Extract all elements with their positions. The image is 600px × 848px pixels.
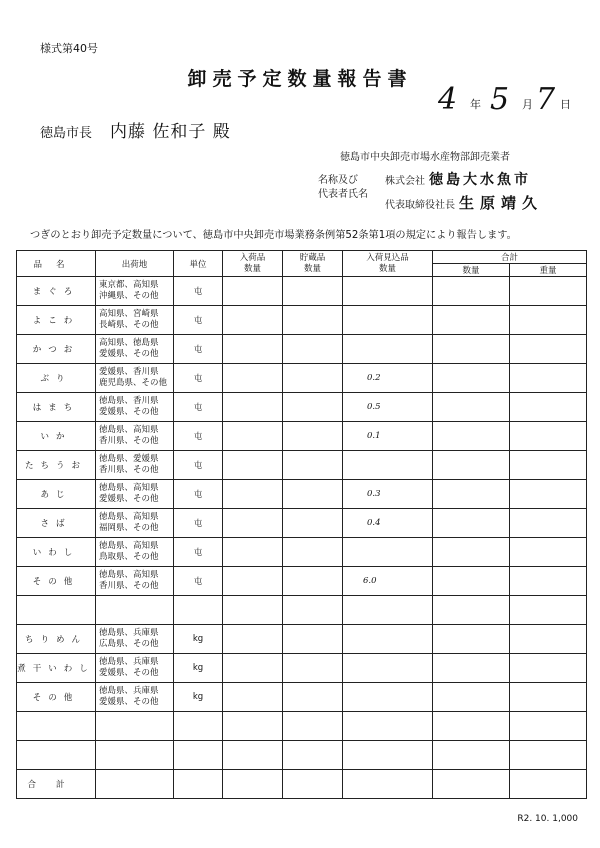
cell-stored xyxy=(283,538,343,567)
cell-arrival xyxy=(223,364,283,393)
date-year: 4 xyxy=(438,82,458,117)
date-day: 7 xyxy=(536,82,556,117)
cell-stored xyxy=(283,422,343,451)
cell-total-qty xyxy=(433,509,510,538)
cell-total-weight xyxy=(510,480,587,509)
addressee-label: 徳島市長 xyxy=(40,126,93,141)
cell-total-qty xyxy=(433,277,510,306)
cell-total-weight xyxy=(510,770,587,799)
cell-total-weight xyxy=(510,683,587,712)
cell-origin xyxy=(96,509,174,538)
cell-item: まぐろ xyxy=(17,277,96,306)
cell-total-weight xyxy=(510,596,587,625)
cell-total-weight xyxy=(510,741,587,770)
cell-total-qty xyxy=(433,364,510,393)
table-row xyxy=(17,712,587,741)
cell-expected xyxy=(343,538,433,567)
table-header xyxy=(17,251,587,264)
sender-organization: 徳島市中央卸売市場水産物部卸売業者 xyxy=(340,152,510,163)
cell-item: ぶり xyxy=(17,364,96,393)
cell-stored xyxy=(283,712,343,741)
header-origin: 出荷地 xyxy=(96,251,174,277)
header-stored-2: 数量 xyxy=(303,263,321,274)
header-item: 品名 xyxy=(17,251,96,277)
origin-line-1: 徳島県、兵庫県 xyxy=(99,628,159,638)
header-expected xyxy=(343,251,433,277)
cell-arrival xyxy=(223,335,283,364)
cell-origin xyxy=(96,741,174,770)
table-row xyxy=(17,422,587,451)
cell-total-qty xyxy=(433,480,510,509)
company-name: 徳島大水魚市 xyxy=(429,172,531,188)
table-row xyxy=(17,538,587,567)
cell-item: ちりめん xyxy=(17,625,96,654)
intro-text: つぎのとおり卸売予定数量について、徳島市中央卸売市場業務条例第52条第1項の規定により報告します。 xyxy=(30,230,517,241)
cell-stored xyxy=(283,335,343,364)
cell-expected xyxy=(343,306,433,335)
cell-arrival xyxy=(223,538,283,567)
cell-total-qty xyxy=(433,538,510,567)
cell-arrival xyxy=(223,306,283,335)
cell-origin xyxy=(96,451,174,480)
cell-total-weight xyxy=(510,335,587,364)
cell-unit: kg xyxy=(174,654,223,683)
origin-line-2: 愛媛県、その他 xyxy=(99,349,159,359)
cell-unit: kg xyxy=(174,625,223,654)
cell-total-qty xyxy=(433,770,510,799)
cell-stored xyxy=(283,741,343,770)
cell-origin xyxy=(96,335,174,364)
cell-unit: 屯 xyxy=(174,422,223,451)
cell-item: いか xyxy=(17,422,96,451)
header-stored-1: 貯蔵品 xyxy=(299,252,326,263)
cell-origin xyxy=(96,306,174,335)
header-unit: 単位 xyxy=(174,251,223,277)
cell-stored xyxy=(283,306,343,335)
header-stored xyxy=(283,251,343,277)
cell-stored xyxy=(283,596,343,625)
cell-arrival xyxy=(223,712,283,741)
cell-expected xyxy=(343,770,433,799)
cell-item: 合計 xyxy=(17,770,96,799)
cell-unit: 屯 xyxy=(174,509,223,538)
cell-item: その他 xyxy=(17,683,96,712)
cell-item: よこわ xyxy=(17,306,96,335)
document-title: 卸売予定数量報告書 xyxy=(187,68,413,90)
cell-unit: 屯 xyxy=(174,451,223,480)
header-total-qty: 数量 xyxy=(433,264,510,277)
cell-expected: 0.4 xyxy=(343,509,433,538)
cell-unit: 屯 xyxy=(174,364,223,393)
cell-item: あじ xyxy=(17,480,96,509)
table-row xyxy=(17,509,587,538)
cell-expected xyxy=(343,625,433,654)
origin-line-2: 長崎県、その他 xyxy=(99,320,159,330)
cell-arrival xyxy=(223,770,283,799)
cell-total-qty xyxy=(433,712,510,741)
cell-unit xyxy=(174,712,223,741)
cell-total-weight xyxy=(510,712,587,741)
cell-unit: 屯 xyxy=(174,335,223,364)
cell-item: 煮干いわし xyxy=(17,654,96,683)
cell-origin xyxy=(96,480,174,509)
table-row xyxy=(17,654,587,683)
cell-stored xyxy=(283,277,343,306)
cell-item xyxy=(17,741,96,770)
cell-stored xyxy=(283,393,343,422)
cell-total-qty xyxy=(433,567,510,596)
cell-expected: 0.5 xyxy=(343,393,433,422)
table-row xyxy=(17,364,587,393)
cell-stored xyxy=(283,654,343,683)
header-arrival-2: 数量 xyxy=(243,263,261,274)
origin-line-2: 香川県、その他 xyxy=(99,581,159,591)
origin-line-2: 香川県、その他 xyxy=(99,465,159,475)
report-date xyxy=(430,82,580,117)
cell-total-qty xyxy=(433,306,510,335)
cell-arrival xyxy=(223,625,283,654)
table-row xyxy=(17,480,587,509)
cell-unit: 屯 xyxy=(174,567,223,596)
origin-line-1: 徳島県、兵庫県 xyxy=(99,686,159,696)
origin-line-1: 高知県、宮崎県 xyxy=(99,309,159,319)
cell-stored xyxy=(283,770,343,799)
cell-arrival xyxy=(223,741,283,770)
origin-line-1: 徳島県、高知県 xyxy=(99,512,159,522)
cell-stored xyxy=(283,567,343,596)
cell-unit: 屯 xyxy=(174,480,223,509)
origin-line-2: 鳥取県、その他 xyxy=(99,552,159,562)
cell-expected: 0.3 xyxy=(343,480,433,509)
cell-unit xyxy=(174,770,223,799)
cell-expected xyxy=(343,683,433,712)
cell-unit: 屯 xyxy=(174,306,223,335)
cell-origin xyxy=(96,567,174,596)
date-month-label: 月 xyxy=(522,98,533,111)
table-row xyxy=(17,567,587,596)
table-row xyxy=(17,596,587,625)
cell-origin xyxy=(96,422,174,451)
origin-line-1: 徳島県、高知県 xyxy=(99,570,159,580)
origin-line-2: 福岡県、その他 xyxy=(99,523,159,533)
table-row xyxy=(17,770,587,799)
cell-origin xyxy=(96,712,174,741)
cell-expected xyxy=(343,596,433,625)
cell-origin xyxy=(96,625,174,654)
origin-line-2: 愛媛県、その他 xyxy=(99,697,159,707)
origin-line-1: 徳島県、香川県 xyxy=(99,396,159,406)
origin-line-2: 香川県、その他 xyxy=(99,436,159,446)
cell-expected xyxy=(343,654,433,683)
cell-unit xyxy=(174,596,223,625)
header-expected-2: 数量 xyxy=(378,263,396,274)
cell-item: はまち xyxy=(17,393,96,422)
origin-line-1: 高知県、徳島県 xyxy=(99,338,159,348)
date-year-label: 年 xyxy=(470,98,481,111)
table-row xyxy=(17,335,587,364)
date-month: 5 xyxy=(490,82,510,117)
cell-arrival xyxy=(223,393,283,422)
origin-line-2: 愛媛県、その他 xyxy=(99,407,159,417)
cell-total-weight xyxy=(510,364,587,393)
cell-expected: 0.1 xyxy=(343,422,433,451)
cell-stored xyxy=(283,509,343,538)
cell-total-weight xyxy=(510,306,587,335)
company xyxy=(385,169,531,189)
cell-stored xyxy=(283,451,343,480)
cell-total-qty xyxy=(433,393,510,422)
cell-total-qty xyxy=(433,683,510,712)
cell-arrival xyxy=(223,422,283,451)
cell-total-qty xyxy=(433,596,510,625)
origin-line-1: 徳島県、兵庫県 xyxy=(99,657,159,667)
origin-line-1: 徳島県、高知県 xyxy=(99,541,159,551)
cell-total-qty xyxy=(433,654,510,683)
origin-line-2: 愛媛県、その他 xyxy=(99,494,159,504)
header-arrival xyxy=(223,251,283,277)
cell-arrival xyxy=(223,451,283,480)
cell-origin xyxy=(96,538,174,567)
cell-unit: kg xyxy=(174,683,223,712)
company-prefix: 株式会社 xyxy=(385,176,425,187)
cell-stored xyxy=(283,364,343,393)
cell-expected: 0.2 xyxy=(343,364,433,393)
rep-name: 生原靖久 xyxy=(459,194,544,212)
cell-total-weight xyxy=(510,277,587,306)
cell-expected xyxy=(343,335,433,364)
cell-arrival xyxy=(223,509,283,538)
cell-stored xyxy=(283,625,343,654)
cell-unit: 屯 xyxy=(174,277,223,306)
date-day-label: 日 xyxy=(560,98,571,111)
header-total: 合計 xyxy=(433,251,587,264)
cell-item xyxy=(17,596,96,625)
cell-total-qty xyxy=(433,741,510,770)
cell-total-weight xyxy=(510,451,587,480)
cell-total-weight xyxy=(510,393,587,422)
table-row xyxy=(17,683,587,712)
sender-label-line-2: 代表者氏名 xyxy=(318,189,368,200)
print-code: R2. 10. 1,000 xyxy=(517,814,578,824)
header-expected-1: 入荷見込品 xyxy=(366,252,409,263)
cell-origin xyxy=(96,393,174,422)
cell-item: その他 xyxy=(17,567,96,596)
cell-arrival xyxy=(223,683,283,712)
cell-unit: 屯 xyxy=(174,393,223,422)
cell-total-qty xyxy=(433,335,510,364)
cell-total-weight xyxy=(510,509,587,538)
cell-expected: 6.0 xyxy=(343,567,433,596)
cell-total-weight xyxy=(510,567,587,596)
header-arrival-1: 入荷品 xyxy=(239,252,266,263)
cell-arrival xyxy=(223,480,283,509)
cell-expected xyxy=(343,277,433,306)
table-row xyxy=(17,277,587,306)
sender-label xyxy=(318,174,368,202)
sender-label-line-1: 名称及び xyxy=(318,175,358,186)
origin-line-1: 徳島県、愛媛県 xyxy=(99,454,159,464)
cell-expected xyxy=(343,741,433,770)
cell-origin xyxy=(96,654,174,683)
cell-total-qty xyxy=(433,422,510,451)
cell-arrival xyxy=(223,654,283,683)
table-row xyxy=(17,306,587,335)
origin-line-2: 鹿児島県、その他 xyxy=(99,378,168,388)
origin-line-2: 広島県、その他 xyxy=(99,639,159,649)
table-row xyxy=(17,393,587,422)
cell-item: いわし xyxy=(17,538,96,567)
origin-line-2: 沖縄県、その他 xyxy=(99,291,159,301)
origin-line-1: 愛媛県、香川県 xyxy=(99,367,159,377)
cell-item: かつお xyxy=(17,335,96,364)
cell-origin xyxy=(96,364,174,393)
representative xyxy=(385,192,543,213)
cell-origin xyxy=(96,596,174,625)
cell-stored xyxy=(283,683,343,712)
table-row xyxy=(17,625,587,654)
cell-unit: 屯 xyxy=(174,538,223,567)
quantity-table xyxy=(16,250,587,799)
form-number: 様式第40号 xyxy=(40,42,98,55)
table-row xyxy=(17,741,587,770)
origin-line-2: 愛媛県、その他 xyxy=(99,668,159,678)
cell-total-weight xyxy=(510,422,587,451)
cell-total-weight xyxy=(510,538,587,567)
cell-total-weight xyxy=(510,654,587,683)
origin-line-1: 徳島県、高知県 xyxy=(99,425,159,435)
cell-total-qty xyxy=(433,451,510,480)
cell-item: たちうお xyxy=(17,451,96,480)
origin-line-1: 徳島県、高知県 xyxy=(99,483,159,493)
cell-total-qty xyxy=(433,625,510,654)
table-row xyxy=(17,451,587,480)
cell-origin xyxy=(96,683,174,712)
cell-arrival xyxy=(223,596,283,625)
cell-arrival xyxy=(223,277,283,306)
rep-title: 代表取締役社長 xyxy=(385,200,455,211)
header-total-weight: 重量 xyxy=(510,264,587,277)
cell-expected xyxy=(343,451,433,480)
cell-origin xyxy=(96,770,174,799)
cell-arrival xyxy=(223,567,283,596)
cell-item: さば xyxy=(17,509,96,538)
cell-stored xyxy=(283,480,343,509)
cell-origin xyxy=(96,277,174,306)
addressee-name: 内藤 佐和子 殿 xyxy=(110,122,231,142)
cell-item xyxy=(17,712,96,741)
cell-expected xyxy=(343,712,433,741)
cell-unit xyxy=(174,741,223,770)
cell-total-weight xyxy=(510,625,587,654)
origin-line-1: 東京都、高知県 xyxy=(99,280,159,290)
